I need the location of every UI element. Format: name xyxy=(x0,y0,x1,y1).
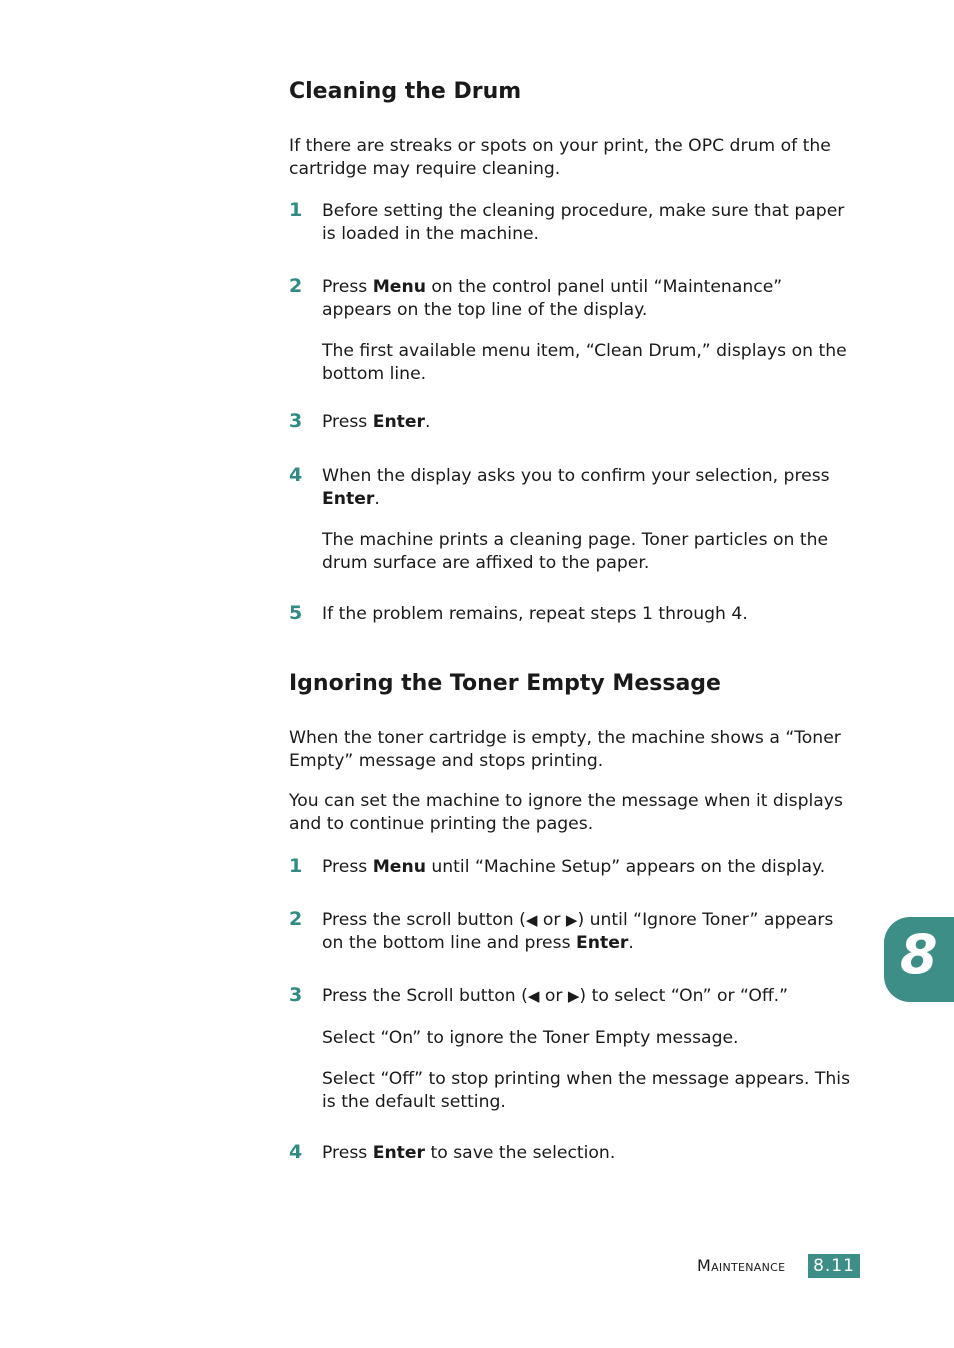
step-text: Press the Scroll button (◀ or ▶) to select “On” or “Off.” xyxy=(322,986,789,1006)
section-title-ignore-toner: Ignoring the Toner Empty Message xyxy=(289,671,721,696)
step-text: Press the scroll button (◀ or ▶) until “Ignore Toner” appears on the bottom line and press Enter. xyxy=(322,910,834,953)
step-number: 2 xyxy=(289,275,303,297)
step-number: 1 xyxy=(289,199,303,221)
left-arrow-icon: ◀ xyxy=(525,911,538,929)
step-text: If the problem remains, repeat steps 1 through 4. xyxy=(322,604,748,624)
step-note: Select “Off” to stop printing when the message appears. This is the default setting. xyxy=(322,1069,851,1112)
step-text: Before setting the cleaning procedure, make sure that paper is loaded in the machine. xyxy=(322,201,845,244)
right-arrow-icon: ▶ xyxy=(565,911,578,929)
step-number: 3 xyxy=(289,410,303,432)
step-number: 2 xyxy=(289,908,303,930)
section-title-cleaning-drum: Cleaning the Drum xyxy=(289,79,522,104)
step-note: The machine prints a cleaning page. Toner particles on the drum surface are affixed to the paper. xyxy=(322,530,829,573)
ignore-intro-1: When the toner cartridge is empty, the machine shows a “Toner Empty” message and stops printing. xyxy=(289,728,841,771)
step-text: Press Menu until “Machine Setup” appears on the display. xyxy=(322,857,826,877)
step-note: The first available menu item, “Clean Drum,” displays on the bottom line. xyxy=(322,341,847,384)
step-number: 3 xyxy=(289,984,303,1006)
step-number: 4 xyxy=(289,1141,303,1163)
step-text: Press Enter. xyxy=(322,412,431,432)
cleaning-intro: If there are streaks or spots on your print, the OPC drum of the cartridge may require cleaning. xyxy=(289,136,831,179)
footer-section-label: Maintenance xyxy=(697,1256,786,1275)
ignore-intro-2: You can set the machine to ignore the message when it displays and to continue printing the pages. xyxy=(289,791,843,834)
step-text: Press Enter to save the selection. xyxy=(322,1143,616,1163)
step-note: Select “On” to ignore the Toner Empty message. xyxy=(322,1028,739,1048)
right-arrow-icon: ▶ xyxy=(567,987,580,1005)
step-text: Press Menu on the control panel until “Maintenance” appears on the top line of the display. xyxy=(322,277,783,320)
step-text: When the display asks you to confirm your selection, press Enter. xyxy=(322,466,830,509)
step-number: 5 xyxy=(289,602,303,624)
chapter-tab xyxy=(884,917,954,1002)
step-number: 1 xyxy=(289,855,303,877)
step-number: 4 xyxy=(289,464,303,486)
chapter-number: 8 xyxy=(900,923,938,986)
page-number: 8.11 xyxy=(808,1254,860,1278)
left-arrow-icon: ◀ xyxy=(527,987,540,1005)
